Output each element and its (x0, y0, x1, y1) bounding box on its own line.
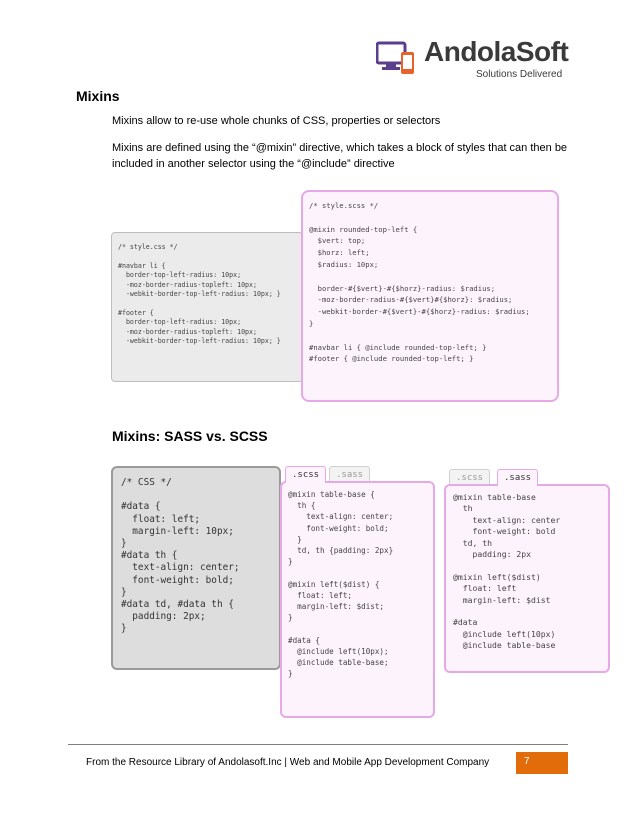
style-scss-code-block (301, 190, 559, 402)
footer-divider (68, 744, 568, 745)
scss-mixin-code: @mixin table-base { th { text-align: center; font-weight: bold; } td, th {padding: 2px} } @mixin left($dist) { float: left; margin-left: $dist; } #data { @include left(10px); @include table-base; } (288, 490, 394, 679)
tab-sass-inactive[interactable]: .sass (329, 466, 370, 483)
tab-scss-inactive[interactable]: .scss (449, 469, 490, 486)
sass-mixin-code: @mixin table-base th text-align: center font-weight: bold td, th padding: 2px @mixin left($dist) float: left margin-left: $dist #data @include left(10px) @include table-base (453, 492, 561, 651)
css-output-code: /* CSS */ #data { float: left; margin-left: 10px; } #data th { text-align: center; font-weight: bold; } #data td, #data th { padding: 2px; } (121, 477, 240, 635)
company-logo (376, 36, 569, 84)
style-scss-code: /* style.scss */ @mixin rounded-top-left { $vert: top; $horz: left; $radius: 10px; border-#{$vert}-#{$horz}-radius: $radius; -moz-border-radius-#{$vert}#{$horz}: $radius; -webkit-border-#{$vert}-#{$horz}-radius: $radius; } #navbar li { @include rounded-top-left; } #footer { @include rounded-top-left; } (309, 201, 530, 364)
tab-scss-active[interactable]: .scss (285, 466, 326, 483)
tab-sass-active[interactable]: .sass (497, 469, 538, 486)
css-output-code-block (111, 466, 281, 670)
sass-mixin-code-block (444, 484, 610, 673)
mixins-definition-line: Mixins are defined using the “@mixin” directive, which takes a block of styles that can then be included in another selector using the “@include” directive (112, 142, 568, 170)
section-heading-sass-vs-scss: Mixins: SASS vs. SCSS (112, 428, 268, 444)
logo-tagline: Solutions Delivered (476, 69, 563, 80)
mixins-intro-line: Mixins allow to re-use whole chunks of CSS, properties or selectors (112, 115, 441, 127)
page-number: 7 (524, 756, 530, 767)
footer-text: From the Resource Library of Andolasoft.Inc | Web and Mobile App Development Company (86, 757, 490, 768)
style-css-code: /* style.css */ #navbar li { border-top-left-radius: 10px; -moz-border-radius-topleft: 10px; -webkit-border-top-left-radius: 10px; } #footer { border-top-left-radius: 10px; -moz-border-radius-topleft: 10px; -webkit-border-top-left-radius: 10px; } (118, 243, 281, 346)
page-number-badge (516, 752, 568, 774)
scss-mixin-code-block (280, 481, 435, 718)
section-heading-mixins: Mixins (76, 88, 120, 104)
logo-name: AndolaSoft (424, 36, 569, 67)
monitor-phone-logo-icon (376, 40, 420, 80)
style-css-code-block (111, 232, 303, 382)
